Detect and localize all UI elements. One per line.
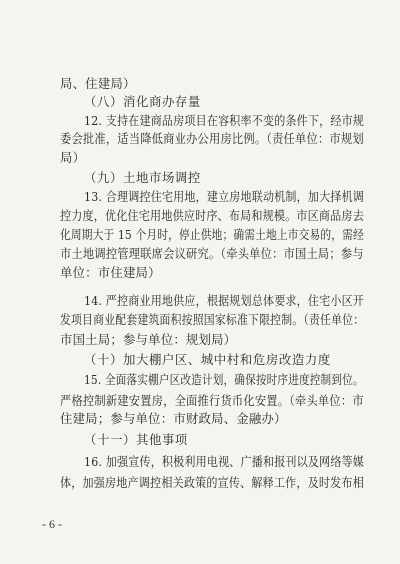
page-number: - 6 - bbox=[42, 517, 62, 531]
paragraph-line: 住建局；参与单位：市财政局、金融办） bbox=[60, 411, 287, 426]
section-heading: （八）消化商办存量 bbox=[84, 94, 201, 109]
paragraph-line: 发项目商业配套建筑面积按照国家标准下限控制。（责任单位： bbox=[60, 312, 365, 327]
paragraph-line: 单位：市住建局） bbox=[60, 265, 161, 280]
section-heading: （十）加大棚户区、城中村和危房改造力度 bbox=[84, 352, 331, 367]
paragraph-line: 控力度，优化住宅用地供应时序、布局和规模。市区商品房去 bbox=[60, 208, 364, 223]
paragraph-line: 13. 合理调控住宅用地，建立房地联动机制，加大择机调 bbox=[84, 189, 365, 204]
paragraph-line: 市国土局；参与单位：规划局） bbox=[60, 332, 237, 347]
paragraph-line: 12. 支持在建商品房项目在容积率不变的条件下，经市规 bbox=[84, 113, 365, 128]
paragraph-line: 市土地调控管理联席会议研究。（牵头单位：市国土局；参与 bbox=[60, 246, 364, 261]
section-heading: （九）土地市场调控 bbox=[84, 170, 201, 185]
text-line: 局、住建局） bbox=[60, 76, 136, 91]
paragraph-line: 严格控制新建安置房，全面推行货币化安置。（牵头单位：市 bbox=[60, 393, 364, 408]
paragraph-line: 体，加强房地产调控相关政策的宣传、解释工作，及时发布相 bbox=[60, 475, 364, 490]
paragraph-line: 化周期大于 15 个月时，停止供地；确需土地上市交易的，需经 bbox=[60, 227, 364, 242]
paragraph-line: 16. 加强宣传，积极利用电视、广播和报刊以及网络等媒 bbox=[84, 454, 365, 469]
section-heading: （十一）其他事项 bbox=[84, 432, 188, 447]
paragraph-line: 15. 全面落实棚户区改造计划，确保按时序进度控制到位。 bbox=[84, 372, 364, 387]
paragraph-line: 委会批准，适当降低商业办公用房比例。（责任单位：市规划 bbox=[60, 131, 364, 146]
paragraph-line: 14. 严控商业用地供应，根据规划总体要求，住宅小区开 bbox=[84, 293, 365, 308]
paragraph-line: 局） bbox=[60, 150, 86, 165]
